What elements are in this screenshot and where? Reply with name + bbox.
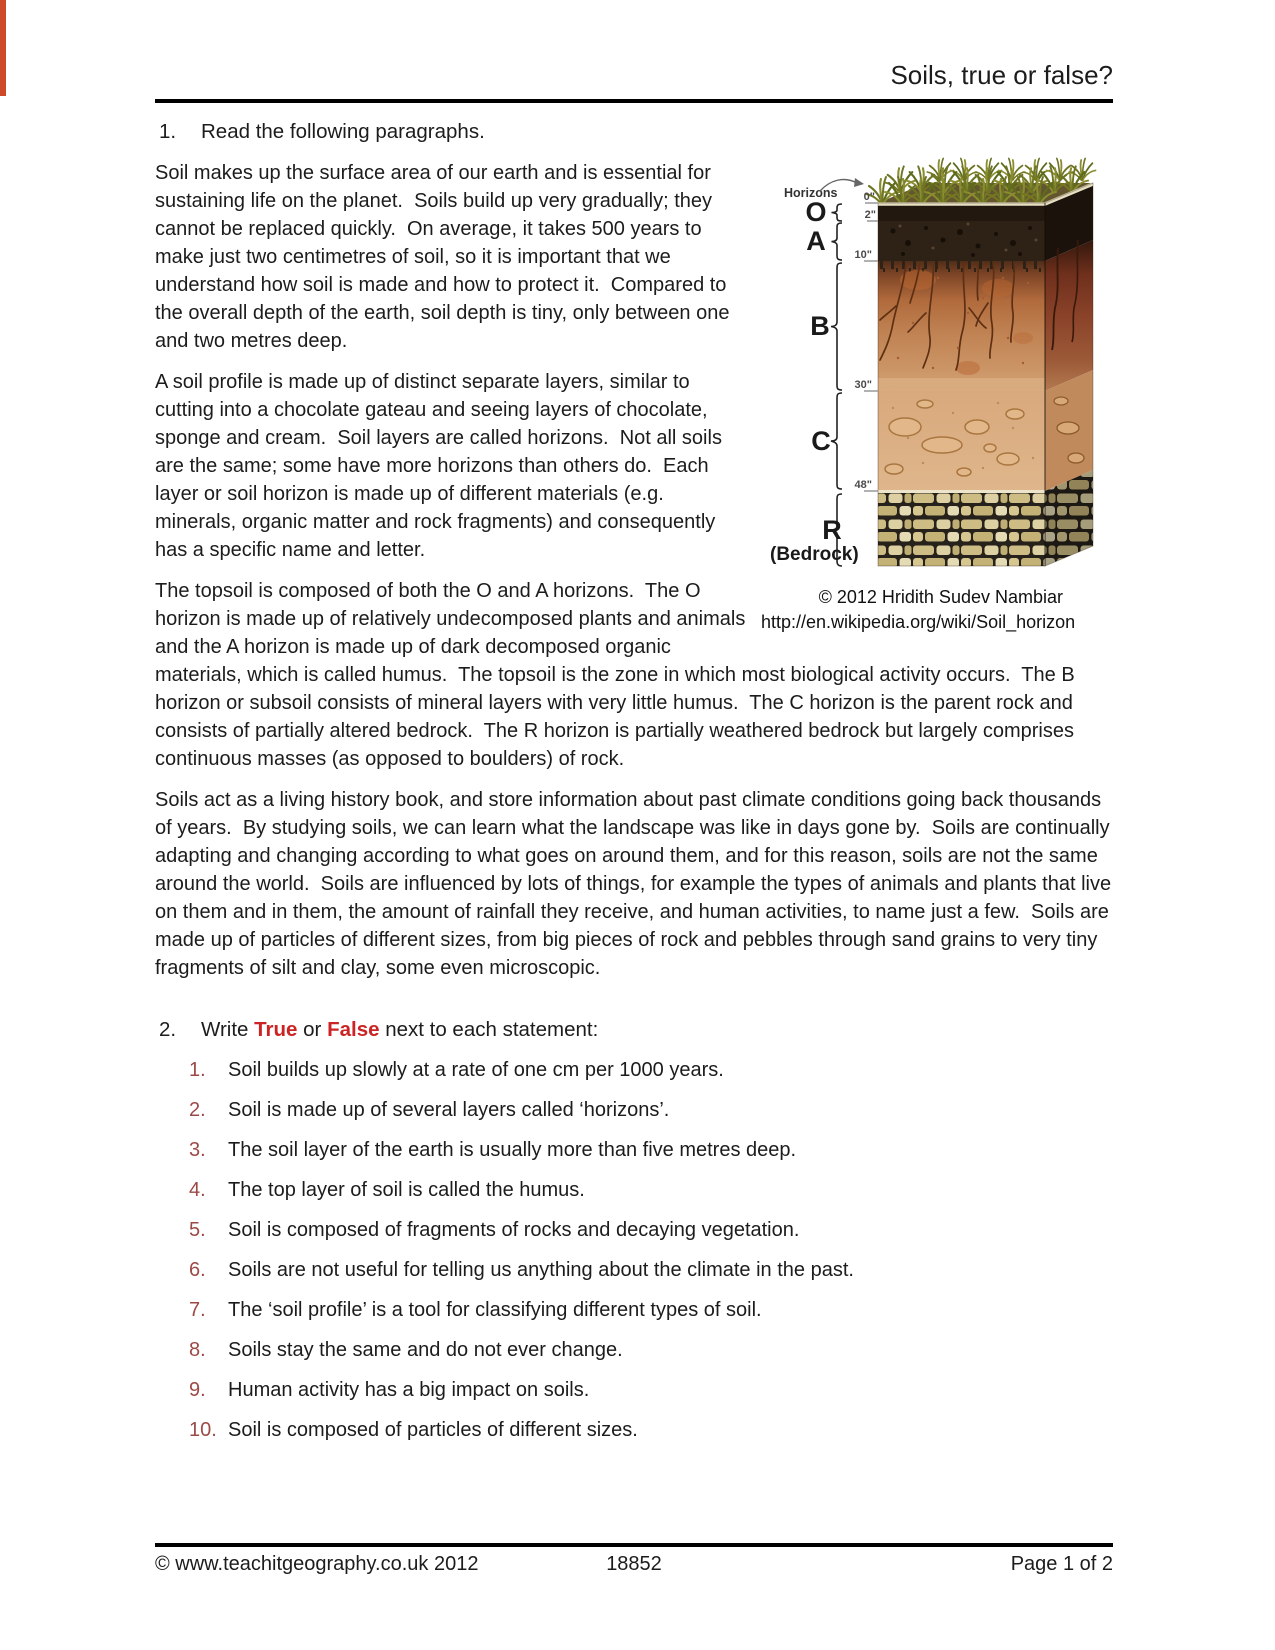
statement-2-number: 2. — [189, 1099, 206, 1121]
task-2 — [155, 1016, 1113, 1044]
depth-label-30: 30" — [854, 379, 872, 391]
figure-caption-url: http://en.wikipedia.org/wiki/Soil_horizon — [761, 612, 1076, 632]
statement-5 — [189, 1216, 1113, 1244]
bedrock-label: (Bedrock) — [770, 544, 859, 565]
true-word: True — [254, 1018, 298, 1041]
statement-8-number: 8. — [189, 1339, 206, 1361]
statement-list — [155, 1056, 1113, 1444]
statement-5-number: 5. — [189, 1219, 206, 1241]
statement-6 — [189, 1256, 1113, 1284]
footer-copyright: © www.teachitgeography.co.uk 2012 — [155, 1553, 479, 1575]
statement-9-number: 9. — [189, 1379, 206, 1401]
paragraph-3: The topsoil is composed of both the O and A horizons. The O horizon is made up of relatively undecomposed plants and animals and the A horizon is made up of dark decomposed organic materials, which is called humus. The topsoil is the zone in which most biological activity occurs. The B horizon or subsoil consists of mineral layers with very little humus. The C horizon is the parent rock and consists of partially altered bedrock. The R horizon is partially weathered bedrock but largely comprises continuous masses (as opposed to boulders) of rock. — [155, 580, 1081, 770]
statement-9-text: Human activity has a big impact on soils. — [228, 1379, 590, 1401]
horizon-letter-r: R — [822, 515, 842, 545]
statement-10-text: Soil is composed of particles of different sizes. — [228, 1419, 638, 1441]
statement-1 — [189, 1056, 1113, 1084]
horizon-braces — [831, 204, 842, 566]
depth-label-48: 48" — [854, 479, 872, 491]
statement-7 — [189, 1296, 1113, 1324]
figure-caption-credit: © 2012 Hridith Sudev Nambiar — [818, 587, 1063, 607]
depth-label-0: 0" — [863, 191, 875, 203]
statement-6-number: 6. — [189, 1259, 206, 1281]
soil-profile-figure — [761, 128, 1113, 635]
statement-8-text: Soils stay the same and do not ever change. — [228, 1339, 623, 1361]
task-2-suffix: next to each statement: — [379, 1018, 599, 1041]
statement-10-number: 10. — [189, 1419, 217, 1441]
header-divider — [155, 99, 1113, 103]
statement-7-number: 7. — [189, 1299, 206, 1321]
horizon-letter-o: O — [805, 197, 827, 227]
paragraph-2: A soil profile is made up of distinct separate layers, similar to cutting into a chocolate gateau and seeing layers of chocolate, sponge and cream. Soil layers are called horizons. Not all soils are the same; some have more horizons than others do. Each layer or soil horizon is made up of different materials (e.g. minerals, organic matter and rock fragments) and consequently has a specific name and letter. — [155, 371, 728, 561]
statement-10 — [189, 1416, 1113, 1444]
page-title: Soils, true or false? — [890, 60, 1113, 90]
statement-8 — [189, 1336, 1113, 1364]
soil-block-front-face — [878, 203, 1045, 566]
statement-9 — [189, 1376, 1113, 1404]
paragraph-1: Soil makes up the surface area of our earth and is essential for sustaining life on the planet. Soils build up very gradually; they cannot be replaced quickly. On average, it takes 500 years to make just two centimetres of soil, so it is important that we understand how soil is made and how to protect it. Compared to the overall depth of the earth, soil depth is tiny, only between one and two metres deep. — [155, 162, 736, 352]
footer-doc-id: 18852 — [606, 1553, 662, 1575]
depth-label-2: 2" — [864, 209, 876, 221]
depth-label-10: 10" — [854, 249, 872, 261]
task-1-number: 1. — [159, 120, 177, 143]
statement-4 — [189, 1176, 1113, 1204]
page-footer — [155, 1543, 1113, 1576]
paragraph-4: Soils act as a living history book, and store information about past climate conditions going back thousands of years. By studying soils, we can learn what the landscape was like in days gone by. Soils are continually adapting and changing according to what goes on around them, and for this reason, soils are not the same around the world. Soils are influenced by lots of things, for example the types of animals and plants that live on them and in them, the amount of rainfall they receive, and human activities, to name just a few. Soils are made up of particles of different sizes, from big pieces of rock and pebbles through sand grains to very tiny fragments of silt and clay, some even microscopic. — [155, 789, 1117, 979]
statement-3-number: 3. — [189, 1139, 206, 1161]
statement-7-text: The ‘soil profile’ is a tool for classifying different types of soil. — [228, 1299, 762, 1321]
horizon-letter-a: A — [806, 226, 826, 256]
statement-3-text: The soil layer of the earth is usually more than five metres deep. — [228, 1139, 797, 1161]
footer-page-number: Page 1 of 2 — [1010, 1553, 1114, 1575]
horizons-label: Horizons — [784, 186, 838, 200]
bedrock-layer — [878, 493, 1045, 566]
horizon-letter-b: B — [810, 311, 830, 341]
false-word: False — [327, 1018, 380, 1041]
task-2-text — [201, 1016, 598, 1044]
statement-4-number: 4. — [189, 1179, 206, 1201]
horizon-annotations — [770, 178, 878, 566]
soil-block-side-face — [1045, 183, 1093, 566]
task-2-mid: or — [297, 1018, 328, 1041]
statement-2-text: Soil is made up of several layers called ‘horizons’. — [228, 1099, 670, 1121]
task-2-prefix: Write — [201, 1018, 255, 1041]
soil-profile-illustration — [768, 128, 1113, 576]
horizon-letter-c: C — [811, 426, 831, 456]
statement-3 — [189, 1136, 1113, 1164]
statement-1-number: 1. — [189, 1059, 206, 1081]
statement-5-text: Soil is composed of fragments of rocks and decaying vegetation. — [228, 1219, 800, 1241]
statement-1-text: Soil builds up slowly at a rate of one cm per 1000 years. — [228, 1059, 724, 1081]
figure-caption — [761, 585, 1113, 635]
statement-4-text: The top layer of soil is called the humus. — [228, 1179, 585, 1201]
statement-6-text: Soils are not useful for telling us anything about the climate in the past. — [228, 1259, 854, 1281]
task-1-text: Read the following paragraphs. — [201, 120, 485, 143]
task-2-number: 2. — [159, 1018, 177, 1041]
statement-2 — [189, 1096, 1113, 1124]
